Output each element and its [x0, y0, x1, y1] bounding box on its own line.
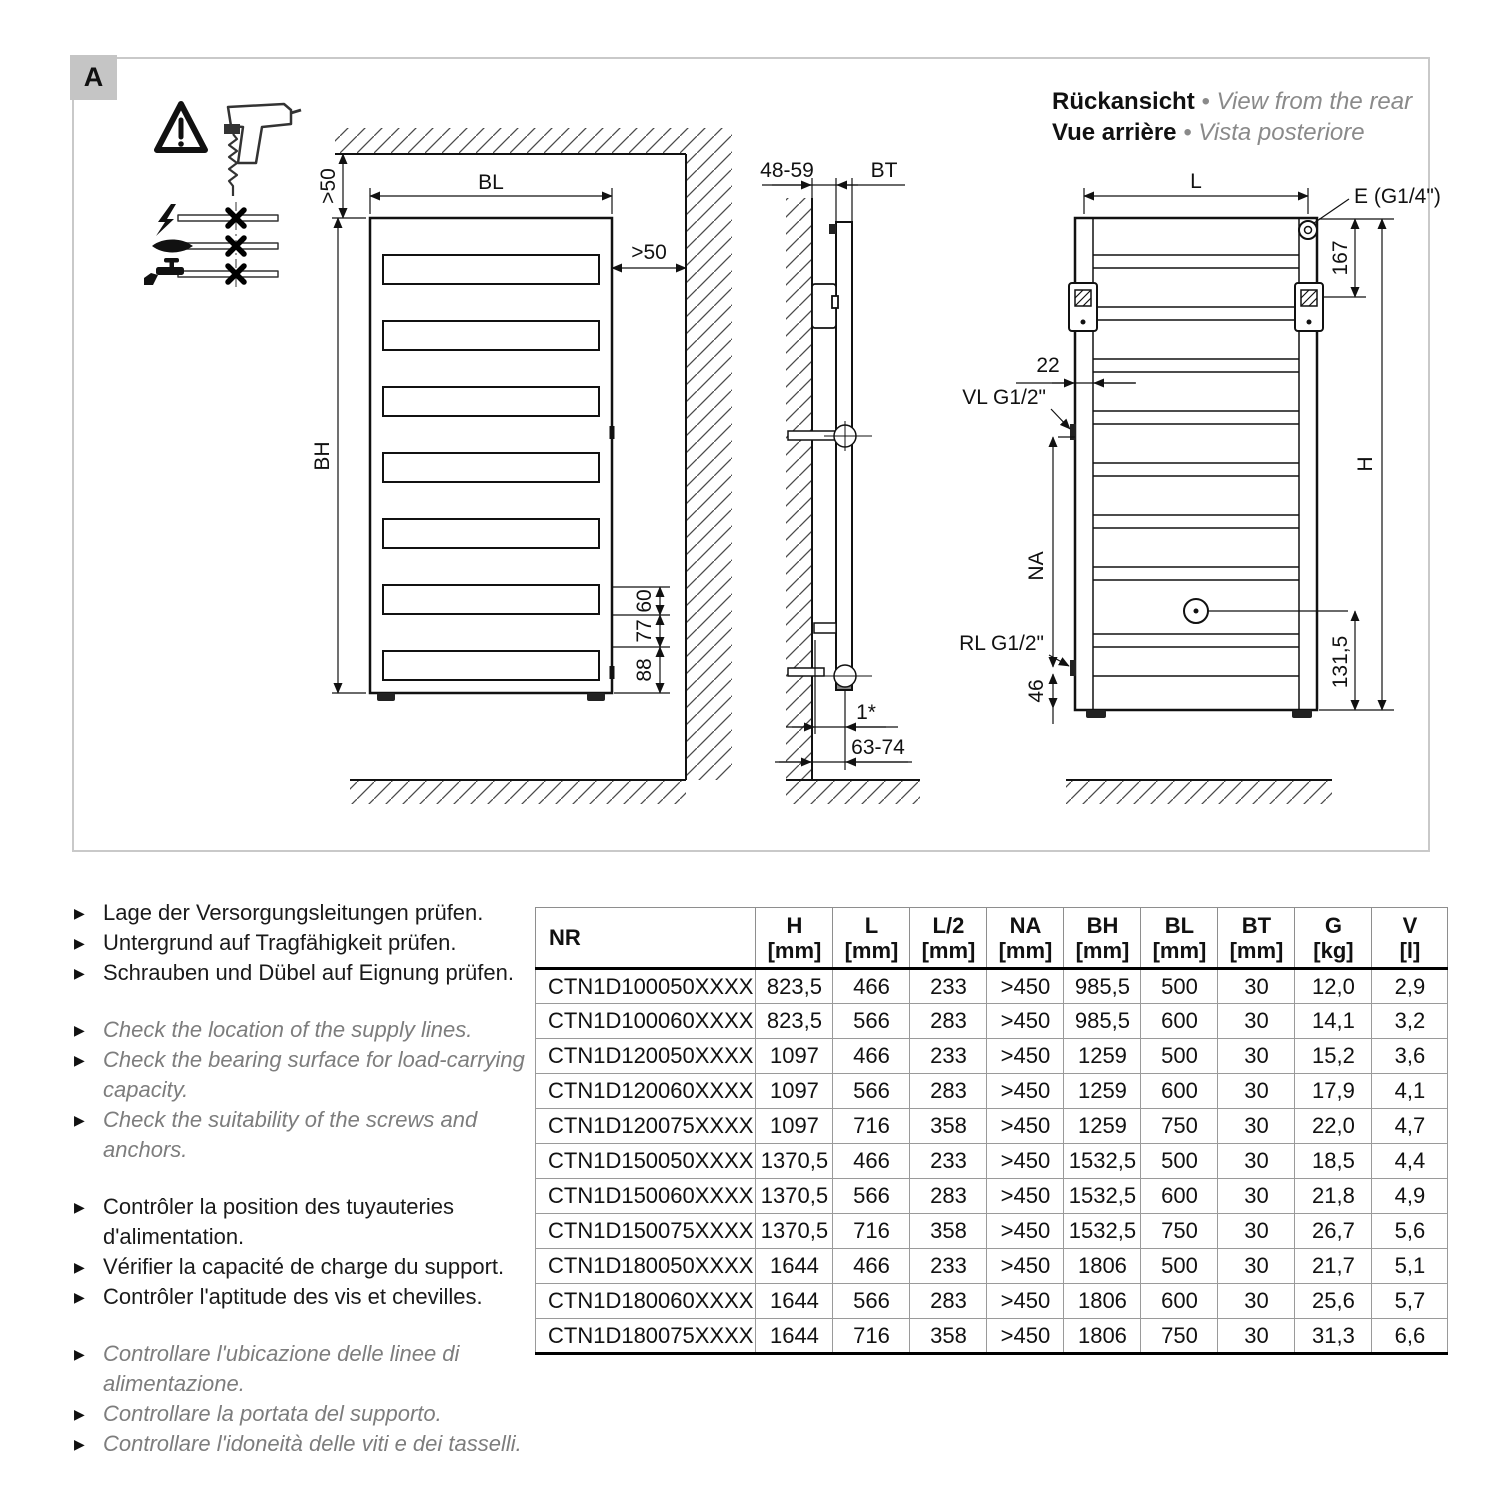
table-cell: 17,9 [1295, 1074, 1372, 1109]
foot [377, 693, 395, 701]
table-cell: 3,6 [1372, 1039, 1448, 1074]
rear-title-de: Rückansicht [1052, 88, 1195, 115]
electric-cable-icon [156, 204, 176, 236]
table-cell: 566 [833, 1004, 910, 1039]
dim-floor-gap: 63-74 [851, 736, 905, 759]
header-unit: [l] [1399, 938, 1421, 963]
table-cell: 600 [1141, 1284, 1218, 1319]
bullet-icon: ▶ [74, 935, 85, 951]
checklist-item [74, 1282, 532, 1312]
label-vl: VL G1/2" [962, 386, 1046, 409]
checklist-item [74, 958, 532, 988]
table-cell: 21,8 [1295, 1179, 1372, 1214]
lower-bracket [814, 623, 836, 633]
table-cell: 1097 [756, 1039, 833, 1074]
table-row [536, 1214, 1448, 1249]
table-cell: 750 [1141, 1214, 1218, 1249]
col-header-nr [536, 908, 756, 969]
bullet-icon: ▶ [74, 1406, 85, 1422]
separator-bullet: • [1183, 119, 1199, 146]
mounting-bracket-right [1295, 283, 1323, 331]
table-cell: 600 [1141, 1004, 1218, 1039]
table-cell: 1259 [1064, 1039, 1141, 1074]
drain-plug [1184, 599, 1208, 623]
table-cell: 2,9 [1372, 969, 1448, 1004]
checklist-text: Controllare l'ubicazione delle linee di alimentazione. [103, 1341, 460, 1396]
table-cell: >450 [987, 1214, 1064, 1249]
table-row [536, 1039, 1448, 1074]
rear-title-line2 [1052, 117, 1412, 148]
dim-h: H [1354, 456, 1377, 472]
table-cell: 3,2 [1372, 1004, 1448, 1039]
table-cell: 716 [833, 1109, 910, 1144]
table-cell: 1806 [1064, 1284, 1141, 1319]
header-unit: [kg] [1313, 938, 1354, 963]
dim-gt50-right: >50 [631, 241, 667, 264]
table-cell: 1097 [756, 1074, 833, 1109]
dim-l: L [1190, 170, 1202, 193]
dim-60: 60 [633, 589, 656, 613]
rear-title-it: Vista posteriore [1198, 119, 1365, 146]
table-cell: 30 [1218, 1144, 1295, 1179]
table-cell: >450 [987, 1249, 1064, 1284]
table-cell: CTN1D120075XXXX [536, 1109, 756, 1144]
table-cell: 12,0 [1295, 969, 1372, 1004]
checklist-group [74, 898, 532, 988]
table-cell: 1644 [756, 1249, 833, 1284]
table-cell: 30 [1218, 1249, 1295, 1284]
foot [1086, 710, 1106, 718]
table-cell: 1806 [1064, 1249, 1141, 1284]
table-cell: 30 [1218, 1179, 1295, 1214]
rear-title-fr: Vue arrière [1052, 119, 1177, 146]
water-tap-icon [144, 258, 184, 285]
dim-88: 88 [633, 658, 656, 682]
table-cell: 985,5 [1064, 1004, 1141, 1039]
checklist [74, 898, 532, 1486]
gas-line-icon [152, 240, 193, 253]
header-label: BH [1086, 913, 1119, 938]
dim-na: NA [1025, 551, 1048, 581]
label-rl: RL G1/2" [959, 632, 1044, 655]
table-cell: >450 [987, 1284, 1064, 1319]
table-cell: CTN1D150060XXXX [536, 1179, 756, 1214]
separator-bullet: • [1201, 88, 1217, 115]
wall-hatch [686, 154, 732, 780]
table-row [536, 1109, 1448, 1144]
table-cell: 500 [1141, 1144, 1218, 1179]
table-cell: >450 [987, 1179, 1064, 1214]
table-cell: CTN1D150050XXXX [536, 1144, 756, 1179]
bullet-icon: ▶ [74, 965, 85, 981]
table-cell: 1097 [756, 1109, 833, 1144]
header-unit: [mm] [1152, 938, 1207, 963]
table-cell: 30 [1218, 1319, 1295, 1354]
dim-wall-gap: 48-59 [760, 159, 814, 182]
table-cell: 233 [910, 1249, 987, 1284]
table-row [536, 1179, 1448, 1214]
table-cell: 14,1 [1295, 1004, 1372, 1039]
col-header-l [833, 908, 910, 969]
table-cell: 1259 [1064, 1074, 1141, 1109]
col-header-bt [1218, 908, 1295, 969]
header-unit: [mm] [998, 938, 1053, 963]
wall-hatch [786, 198, 812, 780]
rear-title-en: View from the rear [1216, 88, 1413, 115]
bullet-icon: ▶ [74, 905, 85, 921]
side-clip [610, 426, 615, 439]
table-cell: 1370,5 [756, 1179, 833, 1214]
table-cell: 358 [910, 1109, 987, 1144]
table-cell: 30 [1218, 1214, 1295, 1249]
table-row [536, 1249, 1448, 1284]
checklist-text: Lage der Versorgungsleitungen prüfen. [103, 900, 484, 925]
spec-table-body [536, 969, 1448, 1354]
table-cell: 1806 [1064, 1319, 1141, 1354]
ceiling-hatch [335, 128, 732, 154]
table-row [536, 1004, 1448, 1039]
checklist-item [74, 1045, 532, 1105]
col-header-bl [1141, 908, 1218, 969]
table-cell: 466 [833, 1039, 910, 1074]
col-header-h [756, 908, 833, 969]
label-vent: E (G1/4") [1354, 185, 1441, 208]
table-cell: 466 [833, 1144, 910, 1179]
checklist-item [74, 1015, 532, 1045]
checklist-item [74, 1399, 532, 1429]
checklist-item [74, 1339, 532, 1399]
header-label: NA [1009, 913, 1042, 938]
table-cell: 1644 [756, 1284, 833, 1319]
table-cell: 21,7 [1295, 1249, 1372, 1284]
table-cell: 566 [833, 1284, 910, 1319]
dim-46: 46 [1025, 679, 1048, 703]
table-cell: 30 [1218, 1074, 1295, 1109]
header-label: BL [1164, 913, 1195, 938]
table-cell: 283 [910, 1284, 987, 1319]
checklist-item [74, 1252, 532, 1282]
drill-icon [224, 104, 301, 196]
table-cell: CTN1D180060XXXX [536, 1284, 756, 1319]
checklist-text: Check the suitability of the screws and anchors. [103, 1107, 478, 1162]
table-cell: 30 [1218, 1109, 1295, 1144]
rear-view-title [1052, 86, 1412, 148]
table-cell: >450 [987, 1144, 1064, 1179]
floor-hatch [350, 780, 686, 804]
table-cell: 4,1 [1372, 1074, 1448, 1109]
dim-167: 167 [1329, 240, 1352, 276]
table-cell: 283 [910, 1074, 987, 1109]
table-cell: CTN1D100050XXXX [536, 969, 756, 1004]
air-vent [1299, 221, 1317, 239]
dim-22: 22 [1036, 354, 1060, 377]
table-cell: 566 [833, 1074, 910, 1109]
table-cell: 5,6 [1372, 1214, 1448, 1249]
header-unit: [mm] [1075, 938, 1130, 963]
col-header-l2 [910, 908, 987, 969]
table-cell: 233 [910, 969, 987, 1004]
header-label: BT [1241, 913, 1272, 938]
table-cell: 1532,5 [1064, 1144, 1141, 1179]
table-cell: 31,3 [1295, 1319, 1372, 1354]
bullet-icon: ▶ [74, 1112, 85, 1128]
radiator-side [836, 222, 852, 690]
header-label: G [1324, 913, 1343, 938]
header-label: L [864, 913, 879, 938]
table-cell: 1259 [1064, 1109, 1141, 1144]
vent-cap [829, 224, 836, 234]
table-row [536, 969, 1448, 1004]
table-cell: 985,5 [1064, 969, 1141, 1004]
mounting-bracket-left [1069, 283, 1097, 331]
checklist-text: Controllare l'idoneità delle viti e dei tasselli. [103, 1431, 522, 1456]
foot [587, 693, 605, 701]
dim-gt50-top: >50 [317, 168, 340, 204]
table-cell: 15,2 [1295, 1039, 1372, 1074]
floor-hatch [786, 780, 920, 804]
table-cell: 4,4 [1372, 1144, 1448, 1179]
table-cell: 500 [1141, 1249, 1218, 1284]
checklist-group [74, 1192, 532, 1312]
table-cell: 466 [833, 969, 910, 1004]
table-cell: 30 [1218, 969, 1295, 1004]
header-label: H [786, 913, 803, 938]
table-cell: 716 [833, 1214, 910, 1249]
table-cell: >450 [987, 1039, 1064, 1074]
bullet-icon: ▶ [74, 1199, 85, 1215]
bullet-icon: ▶ [74, 1259, 85, 1275]
table-row [536, 1074, 1448, 1109]
bullet-icon: ▶ [74, 1436, 85, 1452]
table-cell: 26,7 [1295, 1214, 1372, 1249]
table-header [536, 908, 1448, 969]
bullet-icon: ▶ [74, 1346, 85, 1362]
table-row [536, 1144, 1448, 1179]
spec-table [535, 907, 1448, 1355]
col-header-v [1372, 908, 1448, 969]
table-cell: 1644 [756, 1319, 833, 1354]
table-cell: 6,6 [1372, 1319, 1448, 1354]
checklist-text: Contrôler la position des tuyauteries d'alimentation. [103, 1194, 454, 1249]
dim-bl: BL [478, 171, 504, 194]
table-cell: 823,5 [756, 1004, 833, 1039]
table-cell: 5,7 [1372, 1284, 1448, 1319]
col-header-na [987, 908, 1064, 969]
table-cell: 750 [1141, 1109, 1218, 1144]
col-header-g [1295, 908, 1372, 969]
table-cell: >450 [987, 1004, 1064, 1039]
front-view [311, 128, 732, 804]
checklist-item [74, 928, 532, 958]
table-cell: 750 [1141, 1319, 1218, 1354]
table-cell: >450 [987, 969, 1064, 1004]
table-cell: CTN1D180050XXXX [536, 1249, 756, 1284]
header-label: V [1402, 913, 1418, 938]
table-cell: 716 [833, 1319, 910, 1354]
checklist-item [74, 1429, 532, 1459]
table-cell: CTN1D180075XXXX [536, 1319, 756, 1354]
table-cell: 283 [910, 1179, 987, 1214]
table-cell: >450 [987, 1074, 1064, 1109]
bullet-icon: ▶ [74, 1052, 85, 1068]
table-cell: 823,5 [756, 969, 833, 1004]
table-cell: 30 [1218, 1039, 1295, 1074]
table-cell: 500 [1141, 1039, 1218, 1074]
checklist-text: Untergrund auf Tragfähigkeit prüfen. [103, 930, 457, 955]
header-label: L/2 [932, 913, 965, 938]
table-cell: 233 [910, 1039, 987, 1074]
table-cell: 1370,5 [756, 1214, 833, 1249]
foot [1292, 710, 1312, 718]
header-unit: [mm] [1229, 938, 1284, 963]
dim-bt: BT [870, 159, 898, 182]
table-cell: CTN1D120050XXXX [536, 1039, 756, 1074]
checklist-text: Controllare la portata del supporto. [103, 1401, 442, 1426]
table-cell: >450 [987, 1319, 1064, 1354]
rl-connector [1070, 660, 1076, 676]
warning-icons [144, 104, 301, 290]
table-cell: 283 [910, 1004, 987, 1039]
header-unit: [mm] [921, 938, 976, 963]
table-cell: 30 [1218, 1284, 1295, 1319]
checklist-item [74, 1105, 532, 1165]
checklist-text: Check the location of the supply lines. [103, 1017, 473, 1042]
checklist-text: Schrauben und Dübel auf Eignung prüfen. [103, 960, 514, 985]
table-cell: 466 [833, 1249, 910, 1284]
header-unit: [mm] [844, 938, 899, 963]
table-cell: 1370,5 [756, 1144, 833, 1179]
table-cell: 358 [910, 1214, 987, 1249]
checklist-item [74, 1192, 532, 1252]
panel-label: A [70, 55, 117, 100]
dim-77: 77 [633, 619, 656, 643]
table-cell: 4,9 [1372, 1179, 1448, 1214]
header-label: NR [549, 925, 581, 950]
table-cell: 600 [1141, 1179, 1218, 1214]
table-cell: CTN1D100060XXXX [536, 1004, 756, 1039]
checklist-item [74, 898, 532, 928]
table-cell: 18,5 [1295, 1144, 1372, 1179]
side-clip [610, 666, 615, 679]
table-row [536, 1319, 1448, 1354]
table-cell: 1532,5 [1064, 1214, 1141, 1249]
table-cell: 22,0 [1295, 1109, 1372, 1144]
table-cell: CTN1D120060XXXX [536, 1074, 756, 1109]
col-header-bh [1064, 908, 1141, 969]
side-view [760, 159, 920, 804]
radiator-rear [1075, 218, 1317, 710]
bullet-icon: ▶ [74, 1022, 85, 1038]
table-cell: 500 [1141, 969, 1218, 1004]
checklist-group [74, 1015, 532, 1165]
bullet-icon: ▶ [74, 1289, 85, 1305]
dim-bh: BH [311, 441, 334, 471]
checklist-group [74, 1339, 532, 1459]
table-cell: 5,1 [1372, 1249, 1448, 1284]
dim-131: 131,5 [1329, 635, 1352, 689]
table-cell: 4,7 [1372, 1109, 1448, 1144]
table-row [536, 1284, 1448, 1319]
table-cell: >450 [987, 1109, 1064, 1144]
checklist-text: Vérifier la capacité de charge du support. [103, 1254, 505, 1279]
table-cell: 358 [910, 1319, 987, 1354]
table-cell: 30 [1218, 1004, 1295, 1039]
table-cell: 233 [910, 1144, 987, 1179]
rear-view [959, 170, 1441, 804]
table-cell: CTN1D150075XXXX [536, 1214, 756, 1249]
checklist-text: Contrôler l'aptitude des vis et chevilles. [103, 1284, 483, 1309]
wall-bracket [812, 284, 838, 328]
table-cell: 1532,5 [1064, 1179, 1141, 1214]
checklist-text: Check the bearing surface for load-carrying capacity. [103, 1047, 525, 1102]
header-unit: [mm] [767, 938, 822, 963]
table-cell: 25,6 [1295, 1284, 1372, 1319]
warning-triangle-icon [157, 104, 205, 150]
rear-title-line1 [1052, 86, 1412, 117]
table-cell: 600 [1141, 1074, 1218, 1109]
table-cell: 566 [833, 1179, 910, 1214]
floor-hatch [1066, 780, 1332, 804]
dim-one-star: 1* [856, 701, 876, 724]
